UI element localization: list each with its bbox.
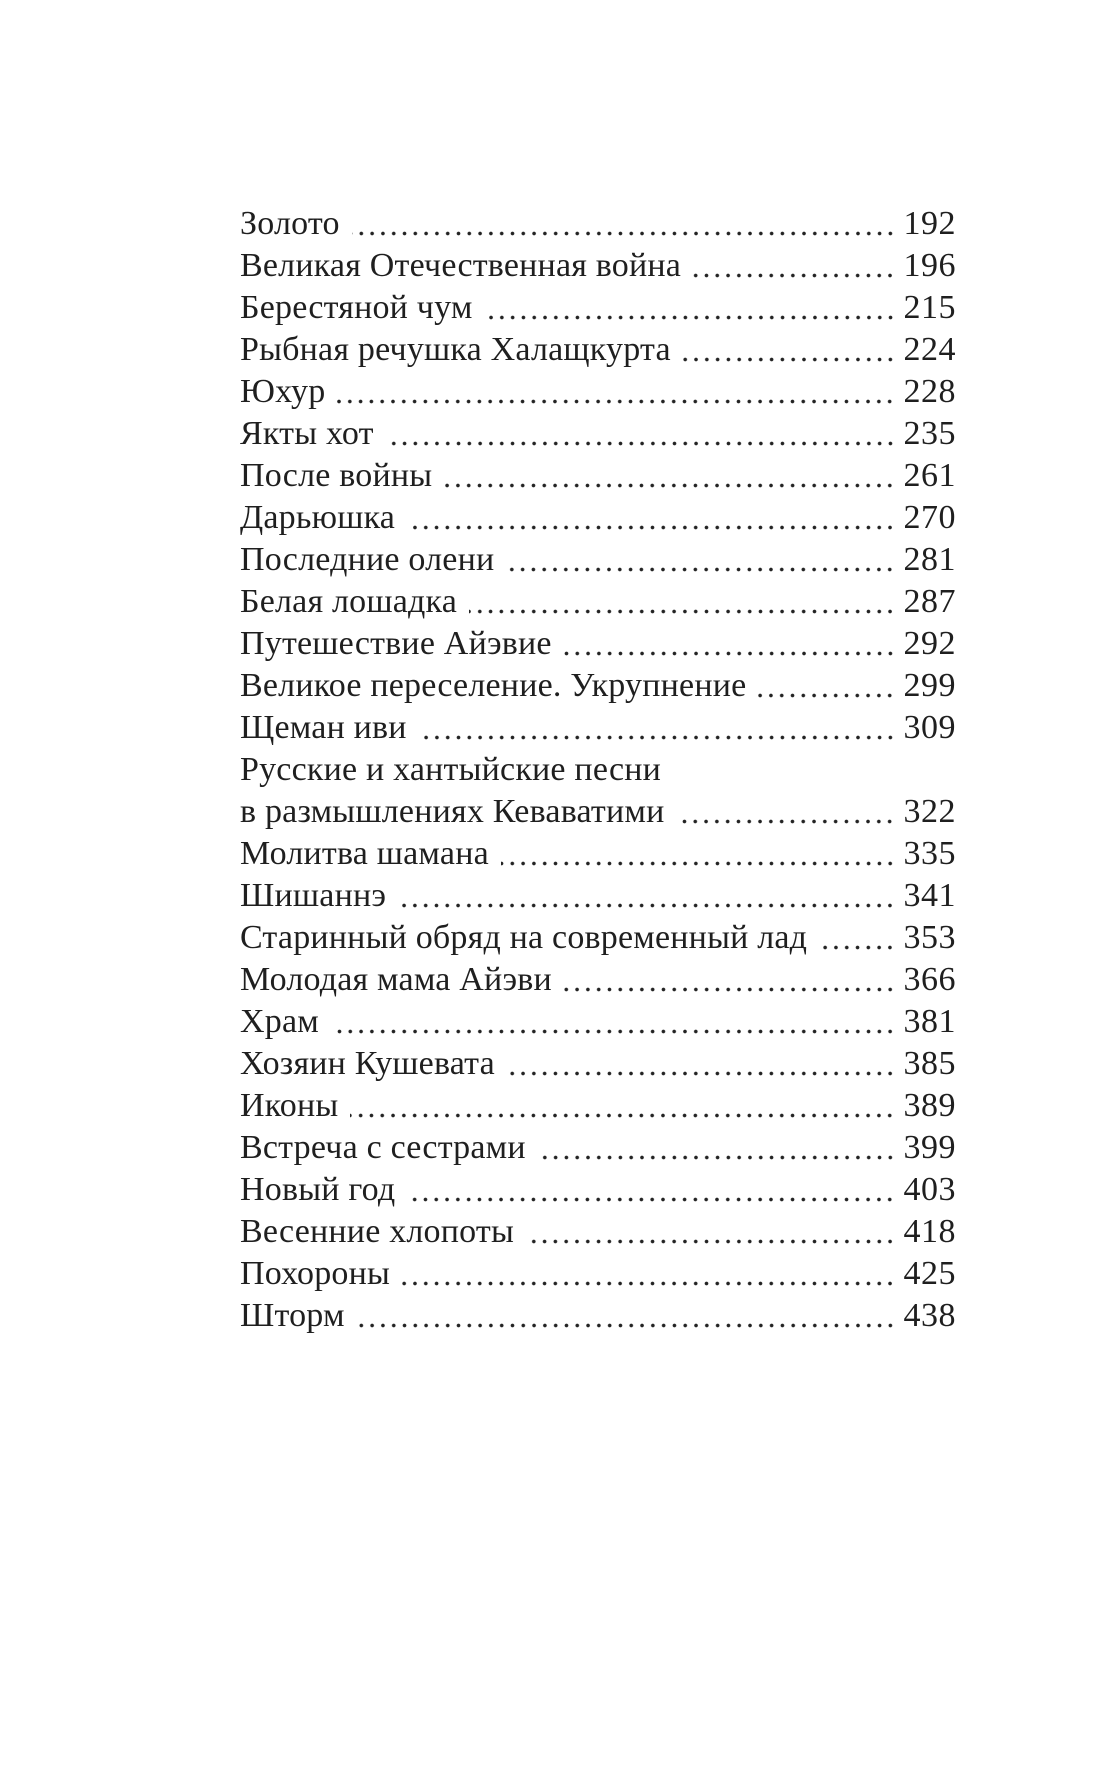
- toc-entry: [240, 1127, 956, 1169]
- dot-leader: [402, 1253, 895, 1295]
- dot-leader: [564, 623, 896, 665]
- toc-entry: [240, 875, 956, 917]
- toc-entry: [240, 287, 956, 329]
- toc-entry-page: 261: [903, 457, 956, 494]
- dot-leader: [676, 791, 895, 833]
- toc-entry-page: 309: [903, 709, 956, 746]
- toc-entry-page: 353: [903, 919, 956, 956]
- toc-entry-title: Шишаннэ: [240, 877, 387, 914]
- toc-entry: [240, 1211, 956, 1253]
- toc-entry-title: Молодая мама Айэви: [240, 961, 552, 998]
- dot-leader: [526, 1211, 895, 1253]
- toc-entry-page: 341: [903, 877, 956, 914]
- toc-entry-title: Старинный обряд на современный лад: [240, 919, 808, 956]
- dot-leader: [819, 917, 895, 959]
- toc-entry-title: Шторм: [240, 1297, 345, 1334]
- dot-leader: [538, 1127, 896, 1169]
- toc-entry-title: Берестяной чум: [240, 289, 473, 326]
- toc-entry-title: Храм: [240, 1003, 319, 1040]
- toc-entry: [240, 623, 956, 665]
- toc-entry-line1: [240, 749, 956, 791]
- toc-entry: [240, 371, 956, 413]
- toc-entry-page: 322: [903, 793, 956, 830]
- dot-leader: [350, 1085, 895, 1127]
- toc-entry: [240, 665, 956, 707]
- toc-entry-title: После войны: [240, 457, 433, 494]
- toc-entry-title: Якты хот: [240, 415, 374, 452]
- toc-entry-title: Великое переселение. Укрупнение: [240, 667, 747, 704]
- dot-leader: [407, 497, 895, 539]
- toc-entry: [240, 245, 956, 287]
- toc-entry-title: Щеман иви: [240, 709, 407, 746]
- toc-entry-page: 287: [903, 583, 956, 620]
- toc-entry-title: Хозяин Кушевата: [240, 1045, 495, 1082]
- toc-entry: [240, 1253, 956, 1295]
- toc-entry-title: Юхур: [240, 373, 326, 410]
- toc-entry-title: Рыбная речушка Халащкурта: [240, 331, 671, 368]
- dot-leader: [337, 371, 895, 413]
- toc-entry: [240, 1001, 956, 1043]
- toc-entry-title: Встреча с сестрами: [240, 1129, 526, 1166]
- toc-entry-title: Похороны: [240, 1255, 391, 1292]
- toc-entry-page: 215: [903, 289, 956, 326]
- toc-entry-page: 270: [903, 499, 956, 536]
- toc-entry-title: Русские и хантыйские песни: [240, 751, 662, 788]
- toc-entry-page: 399: [903, 1129, 956, 1166]
- toc-entry-title: Последние олени: [240, 541, 495, 578]
- toc-entry-page: 299: [903, 667, 956, 704]
- toc-entry: [240, 1169, 956, 1211]
- toc-entry-page: 403: [903, 1171, 956, 1208]
- toc-entry-title: Новый год: [240, 1171, 396, 1208]
- toc-entry: [240, 1043, 956, 1085]
- dot-leader: [419, 707, 896, 749]
- toc-entry-page: 425: [903, 1255, 956, 1292]
- toc-entry: [240, 203, 956, 245]
- toc-entry-title: Молитва шамана: [240, 835, 489, 872]
- toc-entry: [240, 539, 956, 581]
- toc-entry-page: 235: [903, 415, 956, 452]
- toc-entry-page: 385: [903, 1045, 956, 1082]
- toc-entry-title-continuation: в размышлениях Кеваватими: [240, 793, 665, 830]
- toc-entry-page: 366: [903, 961, 956, 998]
- dot-leader: [398, 875, 895, 917]
- toc-entry-title: Весенние хлопоты: [240, 1213, 515, 1250]
- dot-leader: [352, 203, 896, 245]
- dot-leader: [564, 959, 896, 1001]
- dot-leader: [501, 833, 896, 875]
- toc-entry: [240, 497, 956, 539]
- toc-entry-page: 389: [903, 1087, 956, 1124]
- toc-entry-page: 196: [903, 247, 956, 284]
- dot-leader: [683, 329, 896, 371]
- toc-entry: [240, 413, 956, 455]
- dot-leader: [507, 1043, 896, 1085]
- toc-entry-title: Великая Отечественная война: [240, 247, 682, 284]
- dot-leader: [331, 1001, 896, 1043]
- toc-entry: [240, 455, 956, 497]
- dot-leader: [758, 665, 895, 707]
- toc-entry-page: 418: [903, 1213, 956, 1250]
- toc-entry-title: Золото: [240, 205, 340, 242]
- toc-entry: [240, 581, 956, 623]
- toc-entry: [240, 833, 956, 875]
- toc-entry-page: 292: [903, 625, 956, 662]
- toc-entry-page: 381: [903, 1003, 956, 1040]
- toc-entry-title: Белая лошадка: [240, 583, 458, 620]
- toc-entry: [240, 1085, 956, 1127]
- dot-leader: [407, 1169, 895, 1211]
- toc-entry-title: Путешествие Айэвие: [240, 625, 552, 662]
- dot-leader: [469, 581, 895, 623]
- table-of-contents: [240, 203, 956, 1337]
- dot-leader: [386, 413, 896, 455]
- dot-leader: [444, 455, 895, 497]
- dot-leader: [693, 245, 895, 287]
- toc-entry-page: 192: [903, 205, 956, 242]
- toc-entry-page: 281: [903, 541, 956, 578]
- toc-entry: [240, 917, 956, 959]
- dot-leader: [485, 287, 896, 329]
- toc-entry: [240, 959, 956, 1001]
- toc-entry-title: Иконы: [240, 1087, 339, 1124]
- dot-leader: [357, 1295, 896, 1337]
- toc-entry-line2: [240, 791, 956, 833]
- toc-entry-page: 228: [903, 373, 956, 410]
- toc-entry-page: 438: [903, 1297, 956, 1334]
- toc-entry: [240, 329, 956, 371]
- toc-entry-page: 335: [903, 835, 956, 872]
- toc-entry-page: 224: [903, 331, 956, 368]
- toc-entry: [240, 707, 956, 749]
- toc-entry-title: Дарьюшка: [240, 499, 396, 536]
- toc-entry: [240, 1295, 956, 1337]
- dot-leader: [506, 539, 895, 581]
